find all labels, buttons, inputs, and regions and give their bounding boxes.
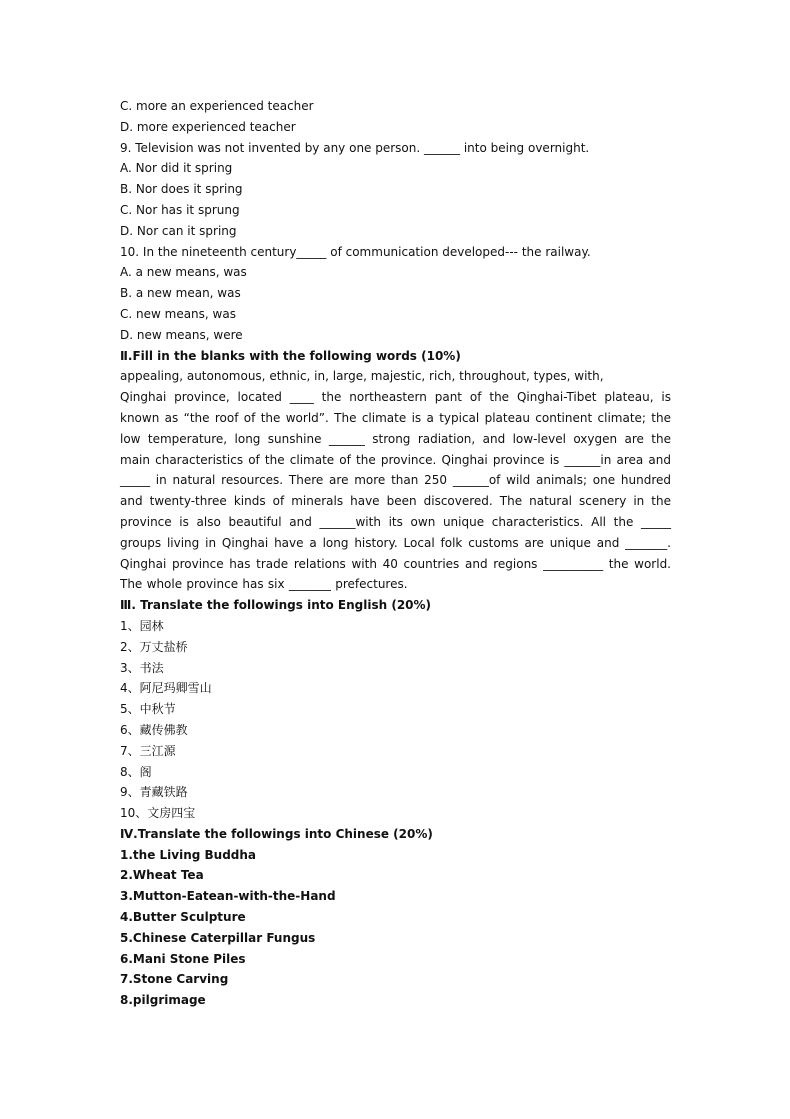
fill-in-blanks-section <box>120 346 671 596</box>
list-item: 1、园林 <box>120 618 164 633</box>
option-line: B. a new mean, was <box>120 286 241 301</box>
option-line: D. Nor can it spring <box>120 223 237 238</box>
passage-paragraph: Qinghai province, located ____ the northeastern pant of the Qinghai-Tibet plateau, is known as “the roof of the world”. The climate is a typical plateau continent climate; the low temperature, long sunshine ______ strong radiation, and low-level oxygen are the main characteristics of the climate of the province. Qinghai province is ______in area and _____ in natural resources. There are more than 250 ______of wild animals; one hundred and twenty-three kinds of minerals have been discovered. The natural scenery in the province is also beautiful and ______with its own unique characteristics. All the _____ groups living in Qinghai have a long history. Local folk customs are unique and _______. Qinghai province has trade relations with 40 countries and regions __________ the world. The whole province has six _______ prefectures. <box>120 390 671 592</box>
option-line: A. Nor did it spring <box>120 161 233 176</box>
option-line: C. new means, was <box>120 306 236 321</box>
option-line: B. Nor does it spring <box>120 182 243 197</box>
list-item: 7.Stone Carving <box>120 972 229 987</box>
question-line: 9. Television was not invented by any one person. ______ into being overnight. <box>120 140 590 155</box>
list-item: 3.Mutton-Eatean-with-the-Hand <box>120 889 336 904</box>
list-item: 4.Butter Sculpture <box>120 910 246 925</box>
section-heading: Ⅲ. Translate the followings into English (20%) <box>120 598 432 613</box>
list-item: 9、青藏铁路 <box>120 785 188 800</box>
section-heading: Ⅱ.Fill in the blanks with the following words (10%) <box>120 348 461 363</box>
list-item: 2、万丈盐桥 <box>120 639 188 654</box>
list-item: 8、阁 <box>120 764 152 779</box>
list-item: 5.Chinese Caterpillar Fungus <box>120 930 316 945</box>
translate-to-english-section <box>120 595 671 824</box>
list-item: 7、三江源 <box>120 743 176 758</box>
list-item: 4、阿尼玛卿雪山 <box>120 681 212 696</box>
word-bank: appealing, autonomous, ethnic, in, large, majestic, rich, throughout, types, with, <box>120 369 604 384</box>
multiple-choice-section <box>120 96 671 346</box>
list-item: 10、文房四宝 <box>120 806 196 821</box>
option-line: A. a new means, was <box>120 265 247 280</box>
option-line: D. more experienced teacher <box>120 119 296 134</box>
list-item: 8.pilgrimage <box>120 993 206 1008</box>
question-line: 10. In the nineteenth century_____ of communication developed--- the railway. <box>120 244 591 259</box>
list-item: 3、书法 <box>120 660 164 675</box>
list-item: 2.Wheat Tea <box>120 868 204 883</box>
option-line: C. more an experienced teacher <box>120 99 314 113</box>
list-item: 6.Mani Stone Piles <box>120 951 246 966</box>
section-heading: Ⅳ.Translate the followings into Chinese (20%) <box>120 826 433 841</box>
list-item: 1.the Living Buddha <box>120 847 257 862</box>
list-item: 5、中秋节 <box>120 702 176 717</box>
option-line: D. new means, were <box>120 327 243 342</box>
translate-to-chinese-section <box>120 824 671 1011</box>
document-page <box>120 96 671 1011</box>
option-line: C. Nor has it sprung <box>120 202 240 217</box>
list-item: 6、藏传佛教 <box>120 722 188 737</box>
